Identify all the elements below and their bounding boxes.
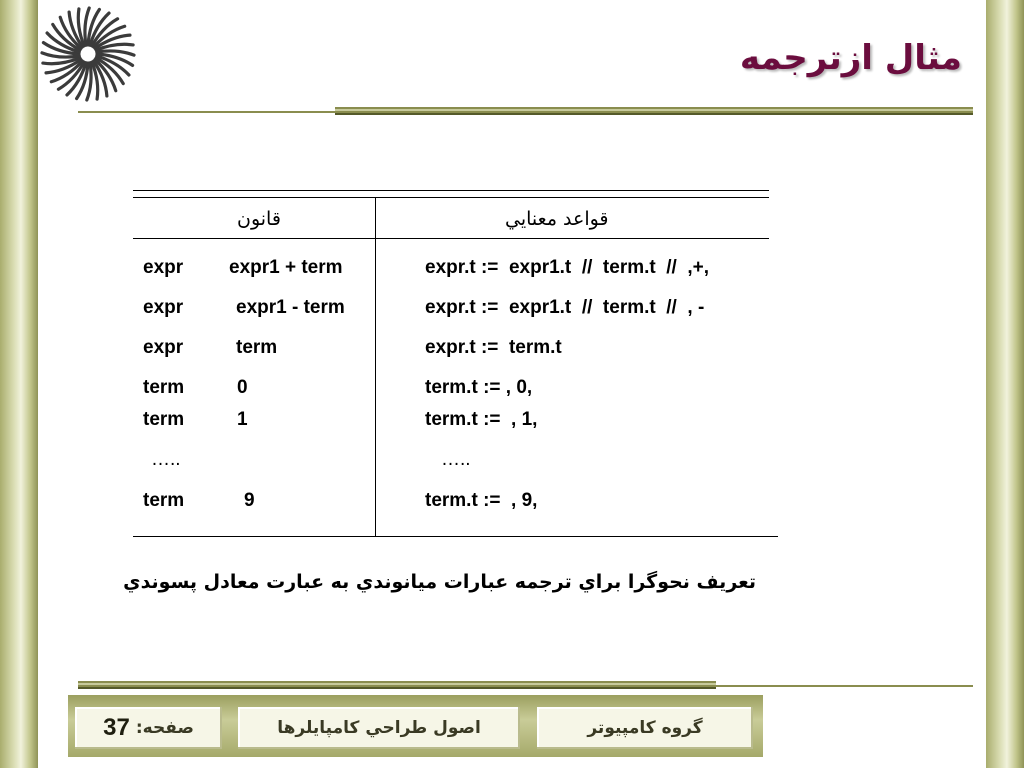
table-column-divider [375, 198, 376, 536]
slide-title: مثال ازترجمه [739, 38, 962, 78]
page-label: صفحه: [135, 718, 194, 738]
table-row-lhs: expr [143, 297, 184, 318]
header-rule: قانون [237, 208, 281, 230]
table-row-rhs: 9 [244, 490, 255, 511]
table-row-lhs: term [143, 377, 185, 398]
left-decorative-pillar [0, 0, 38, 768]
footer-department-box [537, 707, 753, 749]
table-row-action: expr.t := term.t [425, 337, 562, 358]
table-row-lhs: term [143, 409, 185, 430]
table-row-action: term.t := , 0, [425, 377, 533, 398]
table-row-rhs: 1 [237, 409, 248, 430]
table-row-action: expr.t := expr1.t // term.t // ,+, [425, 257, 710, 278]
header-semantic-rules: قواعد معنايي [505, 208, 609, 230]
table-top-rule-2 [133, 197, 769, 198]
table-bottom-rule [133, 536, 778, 537]
table-row-action: expr.t := expr1.t // term.t // , - [425, 297, 705, 318]
department-name: گروه کامپيوتر [587, 718, 703, 738]
bottom-divider-thin [716, 685, 973, 687]
table-header-rule [133, 238, 769, 239]
table-row-lhs: term [143, 490, 185, 511]
footer-page-box [75, 707, 222, 749]
table-top-rule [133, 190, 769, 191]
table-row-rhs: 0 [237, 377, 248, 398]
course-title: اصول طراحي كامپايلرها [277, 718, 481, 738]
slide-caption: تعريف نحوگرا براي ترجمه عبارات ميانوندي به عبارت معادل پسوندي [123, 571, 756, 593]
table-row-rhs: term [236, 337, 278, 358]
table-row-lhs: expr [143, 257, 184, 278]
table-row-rhs: expr1 + term [229, 257, 343, 278]
page-number: 37 [103, 714, 130, 741]
table-row-lhs: ….. [151, 449, 181, 470]
translation-table [133, 188, 779, 538]
bottom-divider-thick [78, 681, 716, 689]
right-decorative-pillar [986, 0, 1024, 768]
sunburst-logo-icon [38, 4, 138, 104]
table-row-action: term.t := , 1, [425, 409, 538, 430]
table-row-action: ….. [441, 449, 471, 470]
footer-course-box [238, 707, 520, 749]
table-row-action: term.t := , 9, [425, 490, 538, 511]
top-divider-thin [78, 111, 336, 113]
table-row-lhs: expr [143, 337, 184, 358]
table-row-rhs: expr1 - term [236, 297, 345, 318]
top-divider-thick [335, 107, 973, 115]
